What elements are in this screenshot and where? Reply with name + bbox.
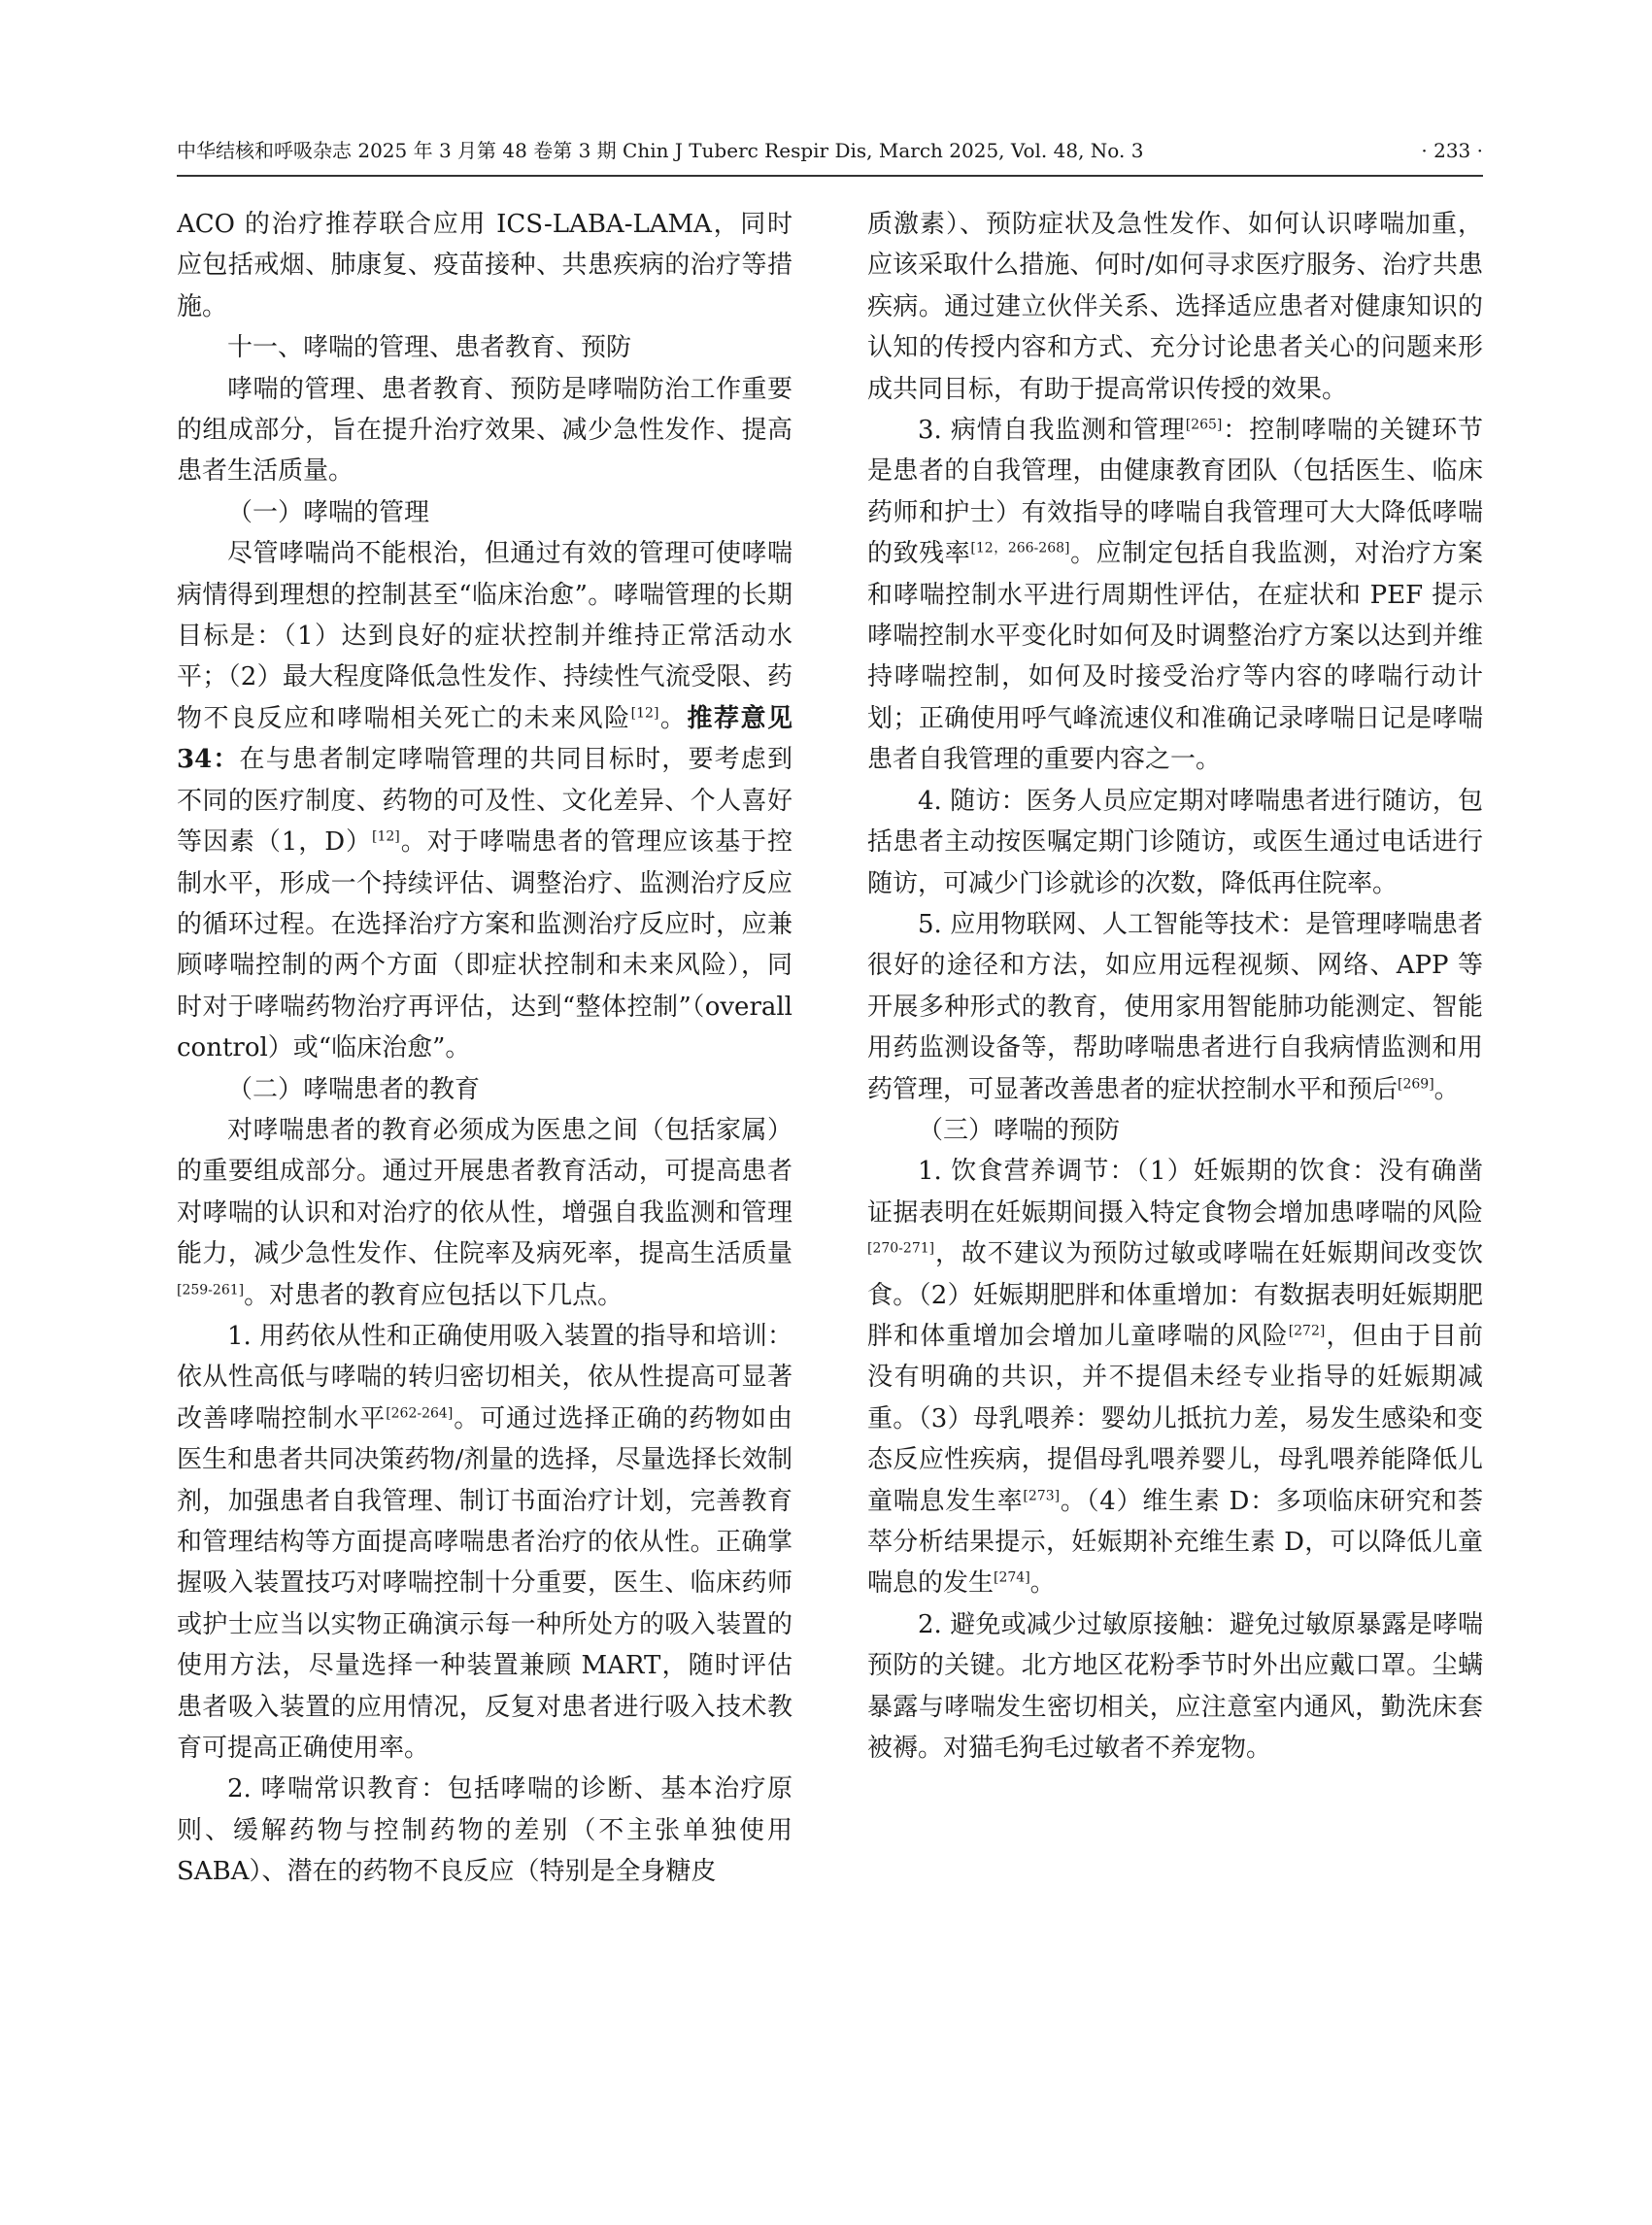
journal-citation: 中华结核和呼吸杂志 2025 年 3 月第 48 卷第 3 期 Chin J Tuberc Respir Dis, March 2025, Vol. 48, No. 3 <box>177 139 1144 162</box>
paragraph: ACO 的治疗推荐联合应用 ICS-LABA-LAMA，同时应包括戒烟、肺康复、疫苗接种、共患疾病的治疗等措施。 <box>177 210 792 321</box>
paragraph: 4. 随访：医务人员应定期对哮喘患者进行随访，包括患者主动按医嘱定期门诊随访，或医生通过电话进行随访，可减少门诊就诊的次数，降低再住院率。 <box>867 786 1483 898</box>
paragraph: 1. 饮食营养调节：（1）妊娠期的饮食：没有确凿证据表明在妊娠期间摄入特定食物会增加患哮喘的风险[270-271]，故不建议为预防过敏或哮喘在妊娠期间改变饮食。（2）妊娠期肥胖和体重增加：有数据表明妊娠期肥胖和体重增加会增加儿童哮喘的风险[272]，但由于目前没有明确的共识，并不提倡未经专业指导的妊娠期减重。（3）母乳喂养：婴幼儿抵抗力差，易发生感染和变态反应性疾病，提倡母乳喂养婴儿，母乳喂养能降低儿童喘息发生率[273]。（4）维生素 D：多项临床研究和荟萃分析结果提示，妊娠期补充维生素 D，可以降低儿童喘息的发生[274]。 <box>867 1157 1483 1599</box>
paragraph: 尽管哮喘尚不能根治，但通过有效的管理可使哮喘病情得到理想的控制甚至“临床治愈”。哮喘管理的长期目标是：（1）达到良好的症状控制并维持正常活动水平；（2）最大程度降低急性发作、持续性气流受限、药物不良反应和哮喘相关死亡的未来风险[12]。推荐意见 34：在与患者制定哮喘管理的共同目标时，要考虑到不同的医疗制度、药物的可及性、文化差异、个人喜好等因素（1，D）[12]。对于哮喘患者的管理应该基于控制水平，形成一个持续评估、调整治疗、监测治疗反应的循环过程。在选择治疗方案和监测治疗反应时，应兼顾哮喘控制的两个方面（即症状控制和未来风险），同时对于哮喘药物治疗再评估，达到“整体控制”（overall control）或“临床治愈”。 <box>177 539 792 1063</box>
right-column <box>867 204 1483 2185</box>
subsection-heading: （三）哮喘的预防 <box>918 1115 1121 1145</box>
citation-ref: [274] <box>994 1569 1030 1586</box>
paragraph: 3. 病情自我监测和管理[265]：控制哮喘的关键环节是患者的自我管理，由健康教育团队（包括医生、临床药师和护士）有效指导的哮喘自我管理可大大降低哮喘的致残率[12，266-268]。应制定包括自我监测，对治疗方案和哮喘控制水平进行周期性评估，在症状和 PEF 提示哮喘控制水平变化时如何及时调整治疗方案以达到并维持哮喘控制，如何及时接受治疗等内容的哮喘行动计划；正确使用呼气峰流速仪和准确记录哮喘日记是哮喘患者自我管理的重要内容之一。 <box>867 416 1483 775</box>
paragraph: 质激素）、预防症状及急性发作、如何认识哮喘加重，应该采取什么措施、何时/如何寻求医疗服务、治疗共患疾病。通过建立伙伴关系、选择适应患者对健康知识的认知的传授内容和方式、充分讨论患者关心的问题来形成共同目标，有助于提高常识传授的效果。 <box>867 210 1483 404</box>
page-number: · 233 · <box>1421 139 1483 162</box>
running-header <box>177 134 1483 167</box>
citation-ref: [273] <box>1023 1487 1061 1503</box>
paragraph: 对哮喘患者的教育必须成为医患之间（包括家属）的重要组成部分。通过开展患者教育活动，可提高患者对哮喘的认识和对治疗的依从性，增强自我监测和管理能力，减少急性发作、住院率及病死率，提高生活质量[259-261]。对患者的教育应包括以下几点。 <box>177 1115 792 1310</box>
subsection-heading: （二）哮喘患者的教育 <box>227 1074 481 1104</box>
recommendation-label: 推荐意见 34： <box>177 703 792 775</box>
citation-ref: [265] <box>1185 417 1223 433</box>
paragraph: 哮喘的管理、患者教育、预防是哮喘防治工作重要的组成部分，旨在提升治疗效果、减少急性发作、提高患者生活质量。 <box>177 374 792 487</box>
citation-ref: [12] <box>372 828 400 845</box>
citation-ref: [270-271] <box>867 1240 935 1257</box>
left-column <box>177 204 792 2185</box>
citation-ref: [12] <box>630 705 659 722</box>
citation-ref: [259-261] <box>177 1281 245 1298</box>
header-rule <box>177 175 1483 177</box>
section-heading: 十一、哮喘的管理、患者教育、预防 <box>227 333 632 363</box>
paragraph: 2. 哮喘常识教育：包括哮喘的诊断、基本治疗原则、缓解药物与控制药物的差别（不主张单独使用 SABA）、潜在的药物不良反应（特别是全身糖皮 <box>177 1774 792 1887</box>
citation-ref: [12，266-268] <box>970 540 1070 556</box>
subsection-heading: （一）哮喘的管理 <box>227 497 430 527</box>
paragraph: 1. 用药依从性和正确使用吸入装置的指导和培训：依从性高低与哮喘的转归密切相关，依从性提高可显著改善哮喘控制水平[262-264]。可通过选择正确的药物如由医生和患者共同决策药物/剂量的选择，尽量选择长效制剂，加强患者自我管理、制订书面治疗计划，完善教育和管理结构等方面提高哮喘患者治疗的依从性。正确掌握吸入装置技巧对哮喘控制十分重要，医生、临床药师或护士应当以实物正确演示每一种所处方的吸入装置的使用方法，尽量选择一种装置兼顾 MART，随时评估患者吸入装置的应用情况，反复对患者进行吸入技术教育可提高正确使用率。 <box>177 1321 792 1764</box>
paragraph: 2. 避免或减少过敏原接触：避免过敏原暴露是哮喘预防的关键。北方地区花粉季节时外出应戴口罩。尘螨暴露与哮喘发生密切相关，应注意室内通风，勤洗床套被褥。对猫毛狗毛过敏者不养宠物。 <box>867 1609 1483 1764</box>
citation-ref: [272] <box>1288 1323 1326 1339</box>
citation-ref: [269] <box>1398 1075 1434 1092</box>
citation-ref: [262-264] <box>386 1405 454 1422</box>
paragraph: 5. 应用物联网、人工智能等技术：是管理哮喘患者很好的途径和方法，如应用远程视频、网络、APP 等开展多种形式的教育，使用家用智能肺功能测定、智能用药监测设备等，帮助哮喘患者进行自我病情监测和用药管理，可显著改善患者的症状控制水平和预后[269]。 <box>867 909 1483 1104</box>
